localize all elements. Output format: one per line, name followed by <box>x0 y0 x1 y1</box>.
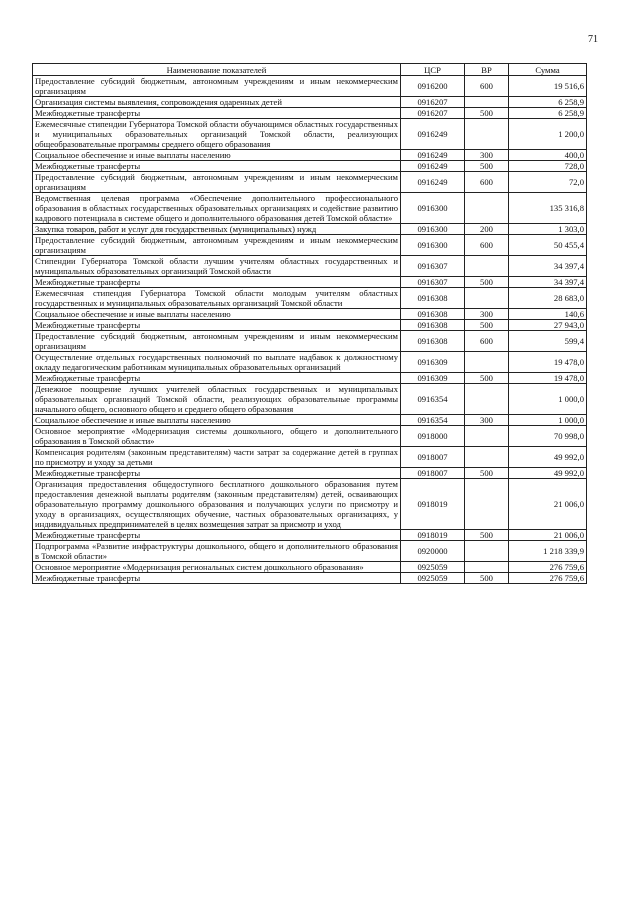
table-row <box>33 562 587 573</box>
row-sum-cell: 1 000,0 <box>509 384 587 415</box>
row-vr-cell: 500 <box>465 320 509 331</box>
row-vr-cell: 500 <box>465 108 509 119</box>
row-sum-cell: 728,0 <box>509 161 587 172</box>
header-vr: ВР <box>465 64 509 76</box>
row-csr-cell: 0916307 <box>401 256 465 277</box>
row-vr-cell: 500 <box>465 277 509 288</box>
row-vr-cell <box>465 119 509 150</box>
row-name-cell: Подпрограмма «Развитие инфраструктуры дошкольного, общего и дополнительного образования в Томской области» <box>33 541 401 562</box>
row-csr-cell: 0916354 <box>401 415 465 426</box>
row-csr-cell: 0918000 <box>401 426 465 447</box>
row-vr-cell: 600 <box>465 172 509 193</box>
row-sum-cell: 21 006,0 <box>509 479 587 530</box>
row-name-cell: Компенсация родителям (законным представителям) части затрат за содержание детей в группах по присмотру и уходу за детьми <box>33 447 401 468</box>
row-vr-cell: 200 <box>465 224 509 235</box>
row-csr-cell: 0925059 <box>401 573 465 584</box>
row-csr-cell: 0918007 <box>401 468 465 479</box>
table-row <box>33 256 587 277</box>
row-vr-cell: 300 <box>465 415 509 426</box>
row-csr-cell: 0918019 <box>401 530 465 541</box>
table-row <box>33 97 587 108</box>
row-vr-cell <box>465 193 509 224</box>
row-csr-cell: 0918007 <box>401 447 465 468</box>
table-header-row <box>33 64 587 76</box>
row-sum-cell: 6 258,9 <box>509 97 587 108</box>
row-name-cell: Денежное поощрение лучших учителей областных государственных и муниципальных образовательных организаций Томской области, реализующих образовательные программы начального общего, основного общего и среднего общего образования <box>33 384 401 415</box>
row-vr-cell: 600 <box>465 76 509 97</box>
row-name-cell: Межбюджетные трансферты <box>33 373 401 384</box>
row-sum-cell: 72,0 <box>509 172 587 193</box>
table-row <box>33 479 587 530</box>
row-sum-cell: 28 683,0 <box>509 288 587 309</box>
row-vr-cell <box>465 479 509 530</box>
row-vr-cell: 500 <box>465 468 509 479</box>
row-csr-cell: 0916207 <box>401 97 465 108</box>
row-sum-cell: 21 006,0 <box>509 530 587 541</box>
header-csr: ЦСР <box>401 64 465 76</box>
budget-table <box>32 63 587 584</box>
table-row <box>33 235 587 256</box>
row-csr-cell: 0916308 <box>401 288 465 309</box>
row-vr-cell <box>465 97 509 108</box>
row-name-cell: Межбюджетные трансферты <box>33 468 401 479</box>
table-row <box>33 108 587 119</box>
row-csr-cell: 0925059 <box>401 562 465 573</box>
row-vr-cell <box>465 384 509 415</box>
row-sum-cell: 1 000,0 <box>509 415 587 426</box>
row-sum-cell: 140,6 <box>509 309 587 320</box>
row-sum-cell: 34 397,4 <box>509 256 587 277</box>
row-sum-cell: 50 455,4 <box>509 235 587 256</box>
row-csr-cell: 0916300 <box>401 224 465 235</box>
row-sum-cell: 135 316,8 <box>509 193 587 224</box>
row-sum-cell: 6 258,9 <box>509 108 587 119</box>
table-row <box>33 119 587 150</box>
row-sum-cell: 27 943,0 <box>509 320 587 331</box>
table-row <box>33 150 587 161</box>
table-row <box>33 224 587 235</box>
row-vr-cell <box>465 562 509 573</box>
row-sum-cell: 276 759,6 <box>509 573 587 584</box>
row-vr-cell <box>465 541 509 562</box>
row-csr-cell: 0916308 <box>401 320 465 331</box>
table-row <box>33 468 587 479</box>
table-row <box>33 541 587 562</box>
table-row <box>33 352 587 373</box>
row-name-cell: Осуществление отдельных государственных полномочий по выплате надбавок к должностному окладу педагогическим работникам муниципальных образовательных организаций <box>33 352 401 373</box>
row-name-cell: Предоставление субсидий бюджетным, автономным учреждениям и иным некоммерческим организациям <box>33 331 401 352</box>
table-row <box>33 161 587 172</box>
row-csr-cell: 0916249 <box>401 172 465 193</box>
table-row <box>33 288 587 309</box>
row-sum-cell: 19 516,6 <box>509 76 587 97</box>
row-sum-cell: 599,4 <box>509 331 587 352</box>
row-csr-cell: 0916308 <box>401 331 465 352</box>
header-name: Наименование показателей <box>33 64 401 76</box>
table-row <box>33 309 587 320</box>
row-csr-cell: 0916300 <box>401 193 465 224</box>
row-sum-cell: 276 759,6 <box>509 562 587 573</box>
row-name-cell: Межбюджетные трансферты <box>33 108 401 119</box>
row-name-cell: Предоставление субсидий бюджетным, автономным учреждениям и иным некоммерческим организациям <box>33 172 401 193</box>
row-vr-cell <box>465 426 509 447</box>
row-csr-cell: 0916249 <box>401 161 465 172</box>
table-row <box>33 193 587 224</box>
table-row <box>33 415 587 426</box>
row-csr-cell: 0916354 <box>401 384 465 415</box>
table-row <box>33 426 587 447</box>
page-number: 71 <box>588 34 598 45</box>
row-vr-cell: 600 <box>465 235 509 256</box>
table-row <box>33 384 587 415</box>
row-csr-cell: 0916200 <box>401 76 465 97</box>
row-csr-cell: 0920000 <box>401 541 465 562</box>
row-vr-cell: 600 <box>465 331 509 352</box>
table-row <box>33 331 587 352</box>
row-name-cell: Социальное обеспечение и иные выплаты населению <box>33 415 401 426</box>
row-vr-cell: 300 <box>465 309 509 320</box>
row-vr-cell: 300 <box>465 150 509 161</box>
row-name-cell: Предоставление субсидий бюджетным, автономным учреждениям и иным некоммерческим организациям <box>33 76 401 97</box>
row-name-cell: Социальное обеспечение и иные выплаты населению <box>33 150 401 161</box>
table-row <box>33 277 587 288</box>
row-sum-cell: 400,0 <box>509 150 587 161</box>
row-csr-cell: 0916249 <box>401 119 465 150</box>
row-csr-cell: 0916308 <box>401 309 465 320</box>
row-name-cell: Социальное обеспечение и иные выплаты населению <box>33 309 401 320</box>
row-vr-cell <box>465 256 509 277</box>
row-name-cell: Межбюджетные трансферты <box>33 573 401 584</box>
row-name-cell: Организация системы выявления, сопровождения одаренных детей <box>33 97 401 108</box>
row-name-cell: Ведомственная целевая программа «Обеспечение дополнительного профессионального образования в областных государственных образовательных организациях и содействие развитию кадрового потенциала в системе общего и дополнительного образования детей Томской области» <box>33 193 401 224</box>
row-name-cell: Межбюджетные трансферты <box>33 161 401 172</box>
row-sum-cell: 1 218 339,9 <box>509 541 587 562</box>
row-csr-cell: 0916249 <box>401 150 465 161</box>
row-name-cell: Стипендии Губернатора Томской области лучшим учителям областных государственных и муниципальных образовательных организаций Томской области <box>33 256 401 277</box>
row-name-cell: Ежемесячные стипендии Губернатора Томской области обучающимся областных государственных и муниципальных образовательных организаций Томской области, реализующих общеобразовательные программы среднего общего образования <box>33 119 401 150</box>
row-csr-cell: 0916207 <box>401 108 465 119</box>
row-csr-cell: 0916307 <box>401 277 465 288</box>
row-name-cell: Закупка товаров, работ и услуг для государственных (муниципальных) нужд <box>33 224 401 235</box>
row-sum-cell: 34 397,4 <box>509 277 587 288</box>
table-row <box>33 172 587 193</box>
row-name-cell: Организация предоставления общедоступного бесплатного дошкольного образования путем предоставления денежной выплаты родителям (законным представителям) детей, осваивающих образовательную программу дошкольного образования и получающих услуги по присмотру и уходу в организациях, осуществляющих обучение, частных образовательных организациях, у индивидуальных предпринимателей в целях возмещения затрат за присмотр и уход <box>33 479 401 530</box>
row-sum-cell: 49 992,0 <box>509 447 587 468</box>
table-row <box>33 373 587 384</box>
row-name-cell: Ежемесячная стипендия Губернатора Томской области молодым учителям областных государственных и муниципальных образовательных организаций Томской области <box>33 288 401 309</box>
row-name-cell: Межбюджетные трансферты <box>33 320 401 331</box>
row-sum-cell: 70 998,0 <box>509 426 587 447</box>
table-row <box>33 573 587 584</box>
row-csr-cell: 0916309 <box>401 373 465 384</box>
row-sum-cell: 1 303,0 <box>509 224 587 235</box>
row-name-cell: Предоставление субсидий бюджетным, автономным учреждениям и иным некоммерческим организациям <box>33 235 401 256</box>
row-name-cell: Межбюджетные трансферты <box>33 277 401 288</box>
row-name-cell: Основное мероприятие «Модернизация региональных систем дошкольного образования» <box>33 562 401 573</box>
header-sum: Сумма <box>509 64 587 76</box>
table-row <box>33 447 587 468</box>
table-row <box>33 320 587 331</box>
row-vr-cell: 500 <box>465 573 509 584</box>
row-vr-cell <box>465 352 509 373</box>
table-row <box>33 76 587 97</box>
row-csr-cell: 0918019 <box>401 479 465 530</box>
row-vr-cell: 500 <box>465 373 509 384</box>
row-sum-cell: 19 478,0 <box>509 373 587 384</box>
row-sum-cell: 49 992,0 <box>509 468 587 479</box>
row-name-cell: Основное мероприятие «Модернизация системы дошкольного, общего и дополнительного образования в Томской области» <box>33 426 401 447</box>
row-name-cell: Межбюджетные трансферты <box>33 530 401 541</box>
row-vr-cell: 500 <box>465 530 509 541</box>
row-vr-cell <box>465 447 509 468</box>
row-csr-cell: 0916300 <box>401 235 465 256</box>
row-vr-cell: 500 <box>465 161 509 172</box>
row-csr-cell: 0916309 <box>401 352 465 373</box>
table-row <box>33 530 587 541</box>
row-sum-cell: 19 478,0 <box>509 352 587 373</box>
row-sum-cell: 1 200,0 <box>509 119 587 150</box>
row-vr-cell <box>465 288 509 309</box>
